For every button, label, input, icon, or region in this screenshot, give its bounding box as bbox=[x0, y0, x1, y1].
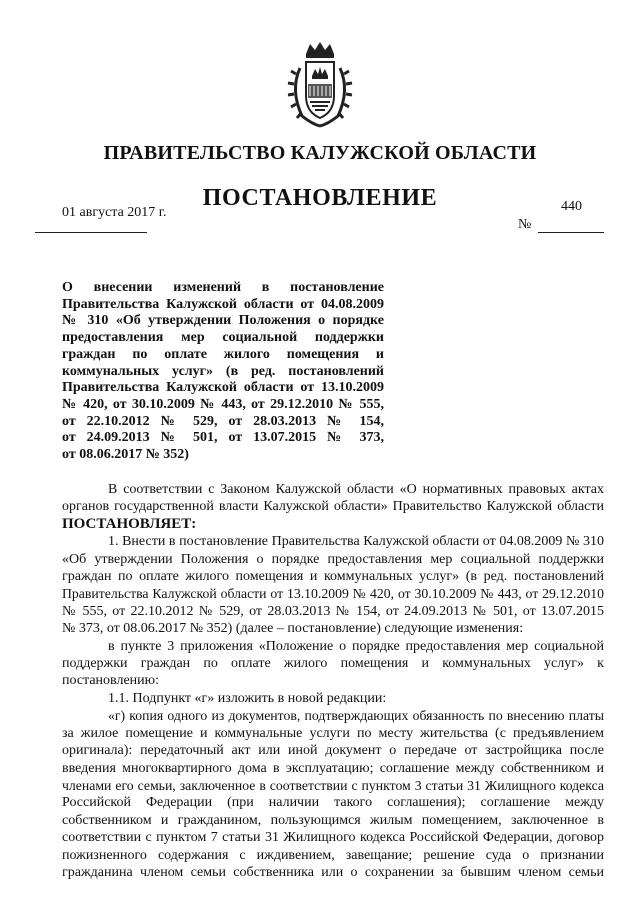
subject-line: граждан по оплате жилого помещения и bbox=[62, 346, 384, 362]
decree-date: 01 августа 2017 г. bbox=[62, 205, 167, 220]
body-line: поддержки граждан по оплате жилого помещения и коммунальных услуг» к bbox=[62, 656, 604, 672]
subject-line: О внесении изменений в постановление bbox=[62, 280, 384, 295]
subject-line: Правительства Калужской области от 04.08.2009 bbox=[62, 296, 384, 312]
body-line: В соответствии с Законом Калужской области «О нормативных правовых актах bbox=[108, 482, 604, 497]
body-line: гражданина членом семьи собственника или о сохранении за бывшим членом семьи bbox=[62, 864, 604, 880]
subject-line: № 420, от 30.10.2009 № 443, от 29.12.2010 № 555, bbox=[62, 396, 384, 412]
body-line: собственником и гражданином, пользующимся жилым помещением, заключенное в bbox=[62, 812, 604, 828]
body-line: пожизненного содержания с иждивением, завещание; решение суда о признании bbox=[62, 847, 604, 863]
date-underline bbox=[35, 232, 147, 233]
subject-line: от 24.09.2013 № 501, от 13.07.2015 № 373, bbox=[62, 430, 384, 446]
subject-line: коммунальных услуг» (в ред. постановлений bbox=[62, 363, 384, 379]
body-line: № 555, от 22.10.2012 № 529, от 28.03.2013 № 154, от 24.09.2013 № 501, от 13.07.2015 bbox=[62, 603, 604, 619]
body-line: органов государственной власти Калужской области» Правительство Калужской области bbox=[62, 499, 604, 515]
subject-line: предоставления мер социальной поддержки bbox=[62, 330, 384, 346]
body-line: 1.1. Подпункт «г» изложить в новой редакции: bbox=[108, 690, 387, 706]
body-line: граждан по оплате жилого помещения и коммунальных услуг» (в ред. постановлений bbox=[62, 569, 604, 585]
decree-subject bbox=[62, 280, 384, 464]
decree-title: ПОСТАНОВЛЕНИЕ bbox=[202, 185, 438, 211]
body-line: оригинала): передаточный акт или иной документ о передаче от застройщика после bbox=[62, 743, 604, 759]
body-line: членами его семьи, заключенное в соответствии с пунктом 3 статьи 31 Жилищного кодекса bbox=[62, 777, 604, 793]
kaluga-coat-of-arms-icon bbox=[282, 40, 358, 130]
body-line: «г) копия одного из документов, подтверждающих обязанность по внесению платы bbox=[108, 708, 604, 724]
body-line: в пункте 3 приложения «Положение о порядке предоставления мер социальной bbox=[108, 638, 604, 654]
decree-number: 440 bbox=[561, 199, 582, 214]
subject-line: № 310 «Об утверждении Положения о порядке bbox=[62, 313, 384, 329]
body-line: «Об утверждении Положения о порядке предоставления мер социальной поддержки bbox=[62, 551, 604, 567]
subject-line: от 22.10.2012 № 529, от 28.03.2013 № 154, bbox=[62, 413, 384, 429]
body-line: за жилое помещение и коммунальные услуги по месту жительства (с предъявлением bbox=[62, 725, 604, 741]
body-line: соответствии с пунктом 7 статьи 31 Жилищного кодекса Российской Федерации, договор bbox=[62, 830, 604, 846]
decree-body bbox=[62, 481, 604, 881]
body-line: Российской Федерации (при наличии такого соглашения); соглашение между bbox=[62, 795, 604, 811]
resolves-heading: ПОСТАНОВЛЯЕТ: bbox=[62, 515, 197, 532]
body-line: № 373, от 08.06.2017 № 352) (далее – постановление) следующие изменения: bbox=[62, 621, 524, 637]
number-underline bbox=[538, 232, 604, 233]
body-line: Правительства Калужской области от 13.10.2009 № 420, от 30.10.2009 № 443, от 29.12.2010 bbox=[62, 586, 604, 602]
government-title: ПРАВИТЕЛЬСТВО КАЛУЖСКОЙ ОБЛАСТИ bbox=[103, 142, 537, 164]
body-line: введения многоквартирного дома в эксплуатацию; соглашение между собственником и bbox=[62, 760, 604, 776]
number-sign: № bbox=[518, 217, 532, 232]
body-line: 1. Внести в постановление Правительства Калужской области от 04.08.2009 № 310 bbox=[108, 534, 604, 550]
subject-line: Правительства Калужской области от 13.10.2009 bbox=[62, 380, 384, 396]
body-line: постановлению: bbox=[62, 673, 160, 689]
subject-line: от 08.06.2017 № 352) bbox=[62, 447, 189, 463]
